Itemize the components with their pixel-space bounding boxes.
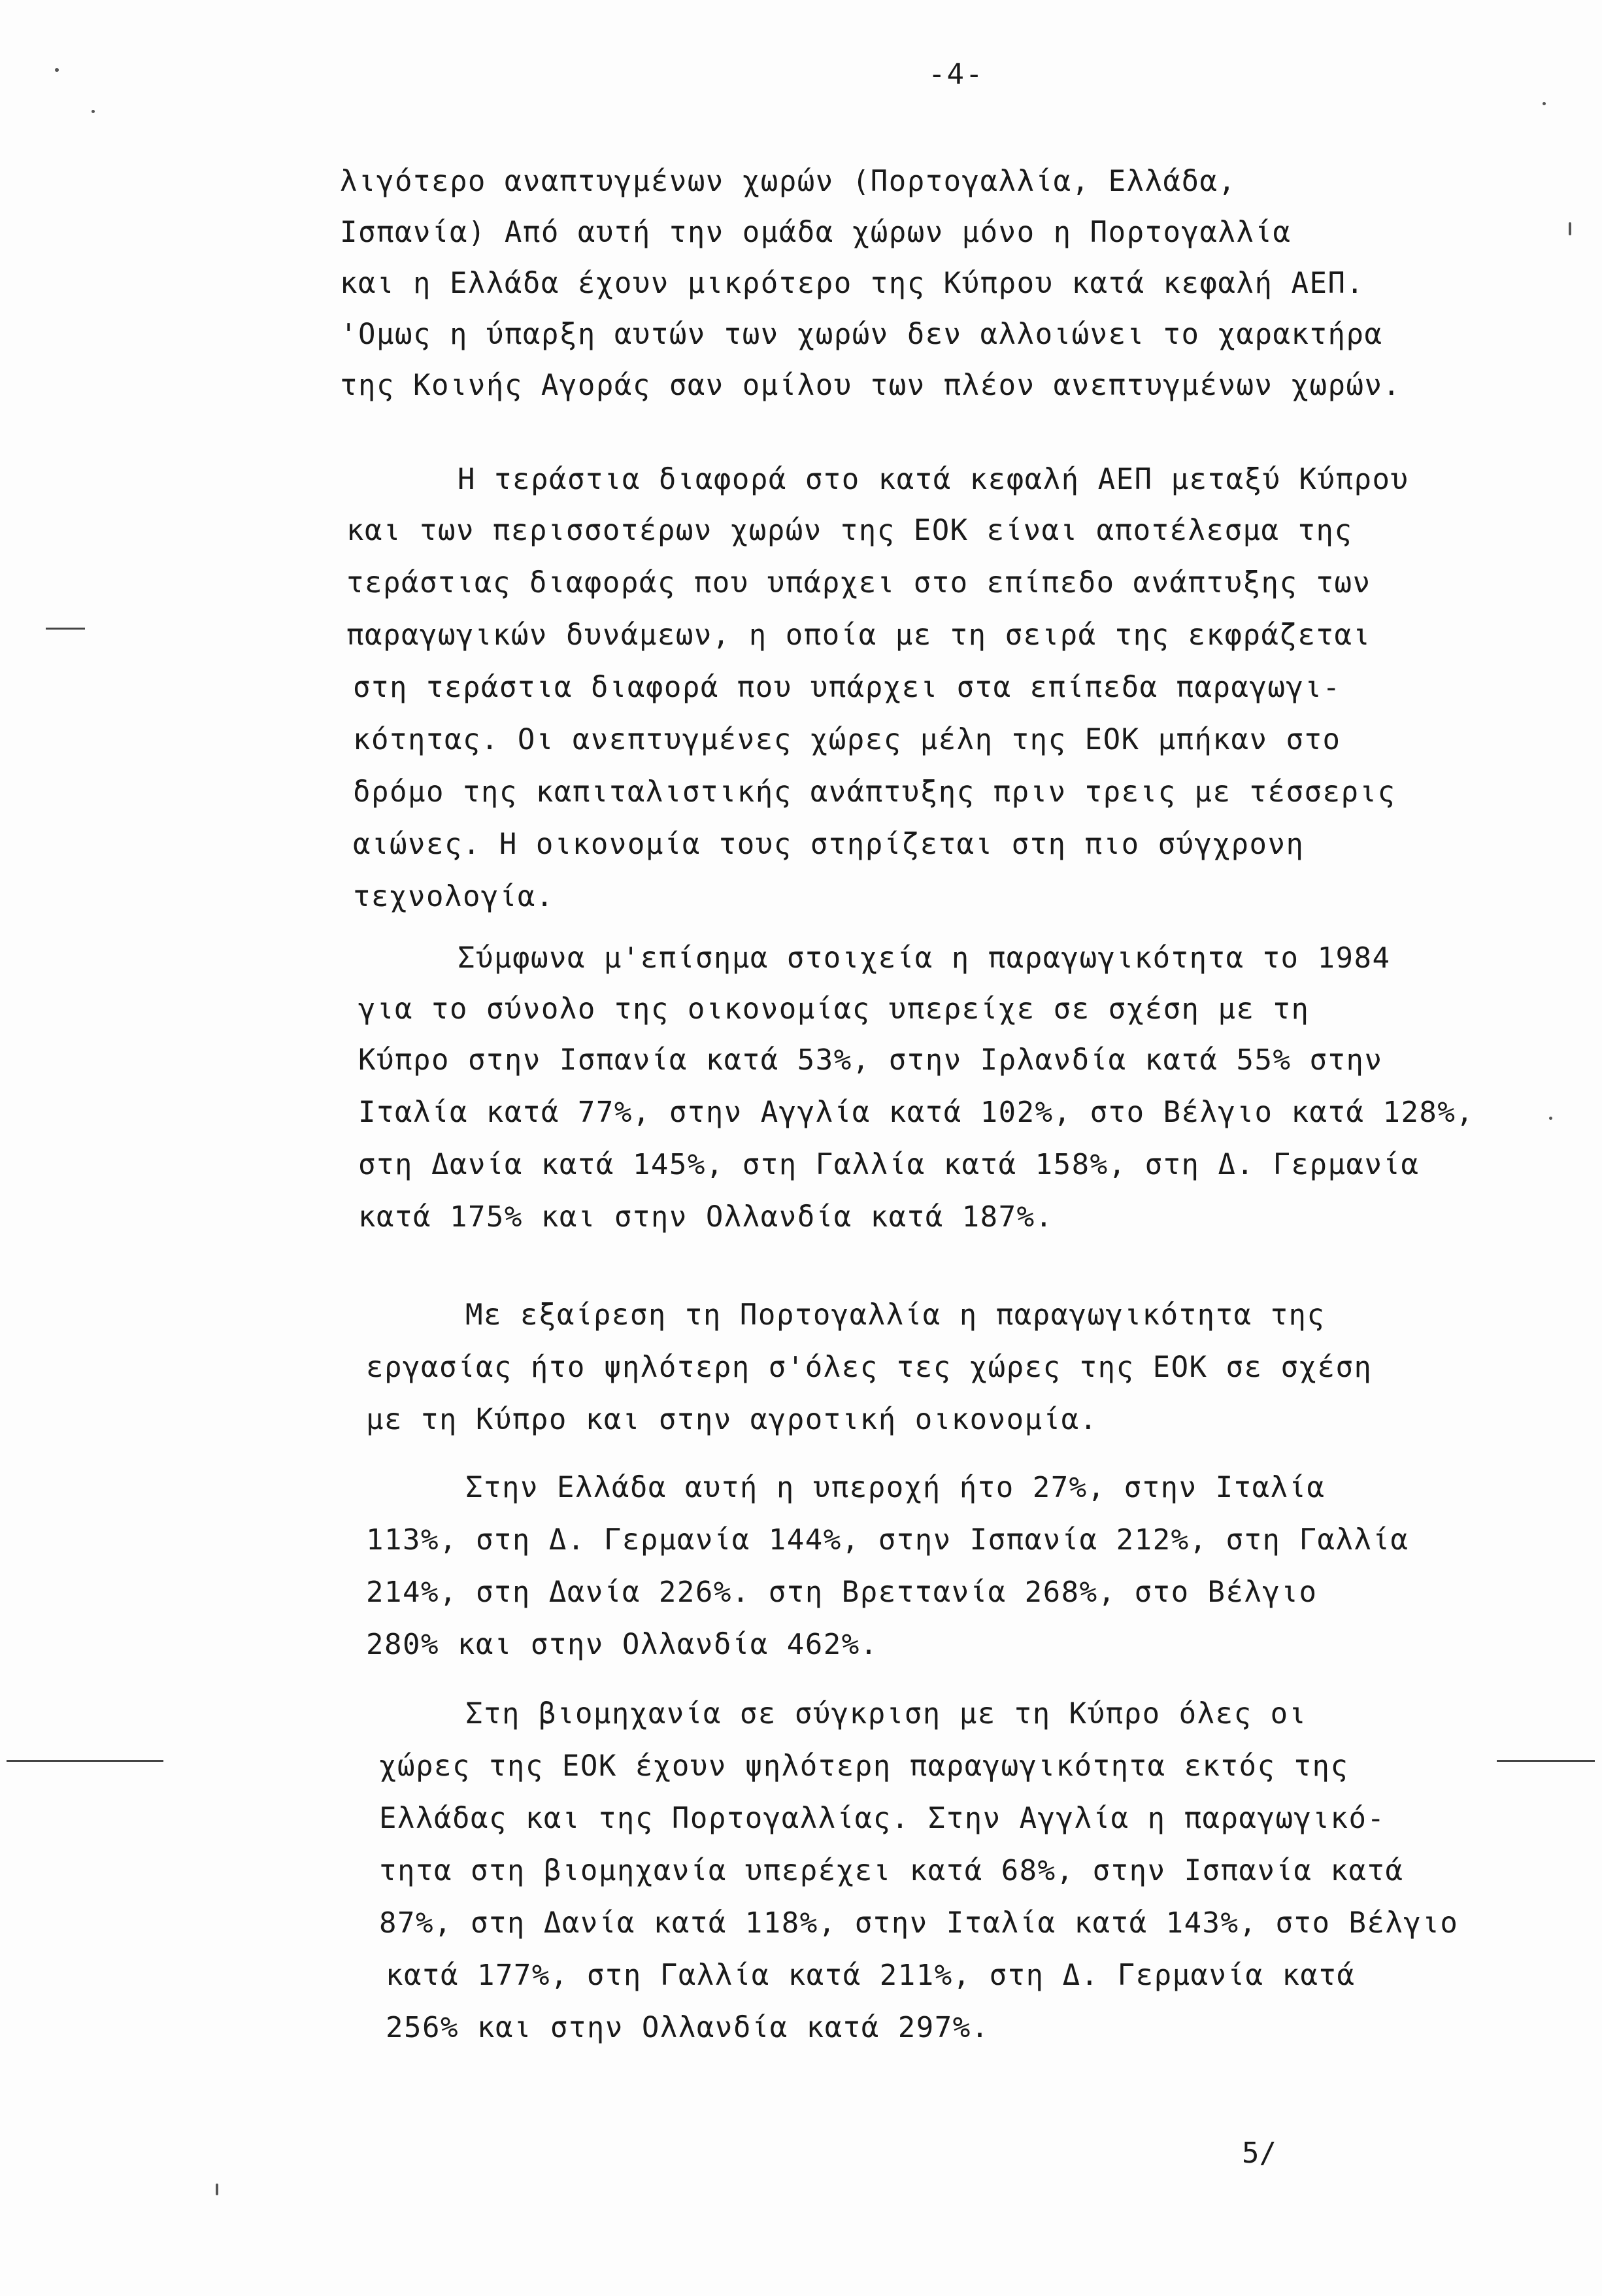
- scan-speck: [55, 68, 59, 72]
- text-line: κατά 177%, στη Γαλλία κατά 211%, στη Δ. Γερμανία κατά: [386, 1959, 1356, 1992]
- text-line: 'Ομως η ύπαρξη αυτών των χωρών δεν αλλοιώνει το χαρακτήρα: [340, 318, 1383, 351]
- text-line: στη Δανία κατά 145%, στη Γαλλία κατά 158%, στη Δ. Γερμανία: [358, 1148, 1420, 1181]
- text-line: Ελλάδας και της Πορτογαλλίας. Στην Αγγλία η παραγωγικό-: [379, 1802, 1386, 1835]
- text-line: 280% και στην Ολλανδία 462%.: [366, 1628, 878, 1661]
- page-number: -4-: [928, 58, 984, 91]
- text-line: και των περισσοτέρων χωρών της ΕΟΚ είναι αποτέλεσμα της: [346, 514, 1353, 547]
- scan-speck: [1549, 1117, 1552, 1120]
- text-line: εργασίας ήτο ψηλότερη σ'όλες τες χώρες της ΕΟΚ σε σχέση: [366, 1351, 1373, 1384]
- text-line: Σύμφωνα μ'επίσημα στοιχεία η παραγωγικότητα το 1984: [458, 941, 1391, 975]
- text-line: τητα στη βιομηχανία υπερέχει κατά 68%, στην Ισπανία κατά: [379, 1854, 1404, 1887]
- text-line: 214%, στη Δανία 226%. στη Βρεττανία 268%, στο Βέλγιο: [366, 1576, 1318, 1609]
- text-line: 113%, στη Δ. Γερμανία 144%, στην Ισπανία 212%, στη Γαλλία: [366, 1523, 1409, 1557]
- scan-dash: [7, 1760, 163, 1762]
- text-line: 87%, στη Δανία κατά 118%, στην Ιταλία κατά 143%, στο Βέλγιο: [379, 1906, 1459, 1940]
- text-line: Κύπρο στην Ισπανία κατά 53%, στην Ιρλανδία κατά 55% στην: [358, 1043, 1383, 1077]
- text-line: Στην Ελλάδα αυτή η υπεροχή ήτο 27%, στην Ιταλία: [465, 1471, 1326, 1504]
- text-line: για το σύνολο της οικονομίας υπερείχε σε σχέση με τη: [358, 992, 1310, 1026]
- text-line: στη τεράστια διαφορά που υπάρχει στα επίπεδα παραγωγι-: [353, 671, 1341, 704]
- text-line: αιώνες. Η οικονομία τους στηρίζεται στη πιο σύγχρονη: [353, 828, 1305, 861]
- text-line: τεράστιας διαφοράς που υπάρχει στο επίπεδο ανάπτυξης των: [346, 566, 1371, 599]
- scan-dash: [46, 628, 85, 630]
- text-line: Με εξαίρεση τη Πορτογαλλία η παραγωγικότητα της: [465, 1298, 1326, 1332]
- text-line: παραγωγικών δυνάμεων, η οποία με τη σειρά της εκφράζεται: [346, 618, 1371, 652]
- text-line: Στη βιομηχανία σε σύγκριση με τη Κύπρο όλες οι: [465, 1697, 1307, 1730]
- scan-speck: [1569, 222, 1571, 235]
- next-page-marker: 5/: [1242, 2136, 1277, 2170]
- text-line: κατά 175% και στην Ολλανδία κατά 187%.: [358, 1200, 1054, 1234]
- text-line: χώρες της ΕΟΚ έχουν ψηλότερη παραγωγικότητα εκτός της: [379, 1749, 1349, 1783]
- text-line: και η Ελλάδα έχουν μικρότερο της Κύπρου κατά κεφαλή ΑΕΠ.: [340, 267, 1365, 300]
- scan-speck: [92, 110, 95, 113]
- text-line: Ισπανία) Από αυτή την ομάδα χώρων μόνο η Πορτογαλλία: [340, 216, 1292, 249]
- text-line: Ιταλία κατά 77%, στην Αγγλία κατά 102%, στο Βέλγιο κατά 128%,: [358, 1096, 1475, 1129]
- text-line: 256% και στην Ολλανδία κατά 297%.: [386, 2011, 990, 2044]
- text-line: κότητας. Οι ανεπτυγμένες χώρες μέλη της ΕΟΚ μπήκαν στο: [353, 723, 1341, 756]
- text-line: Η τεράστια διαφορά στο κατά κεφαλή ΑΕΠ μεταξύ Κύπρου: [458, 463, 1409, 496]
- text-line: τεχνολογία.: [353, 880, 554, 913]
- text-line: με τη Κύπρο και στην αγροτική οικονομία.: [366, 1403, 1098, 1436]
- text-line: της Κοινής Αγοράς σαν ομίλου των πλέον ανεπτυγμένων χωρών.: [340, 369, 1401, 402]
- scan-dash: [1497, 1760, 1595, 1762]
- text-line: δρόμο της καπιταλιστικής ανάπτυξης πριν τρεις με τέσσερις: [353, 775, 1396, 809]
- text-line: λιγότερο αναπτυγμένων χωρών (Πορτογαλλία, Ελλάδα,: [340, 165, 1237, 198]
- scan-speck: [216, 2184, 218, 2195]
- scan-speck: [1543, 102, 1546, 105]
